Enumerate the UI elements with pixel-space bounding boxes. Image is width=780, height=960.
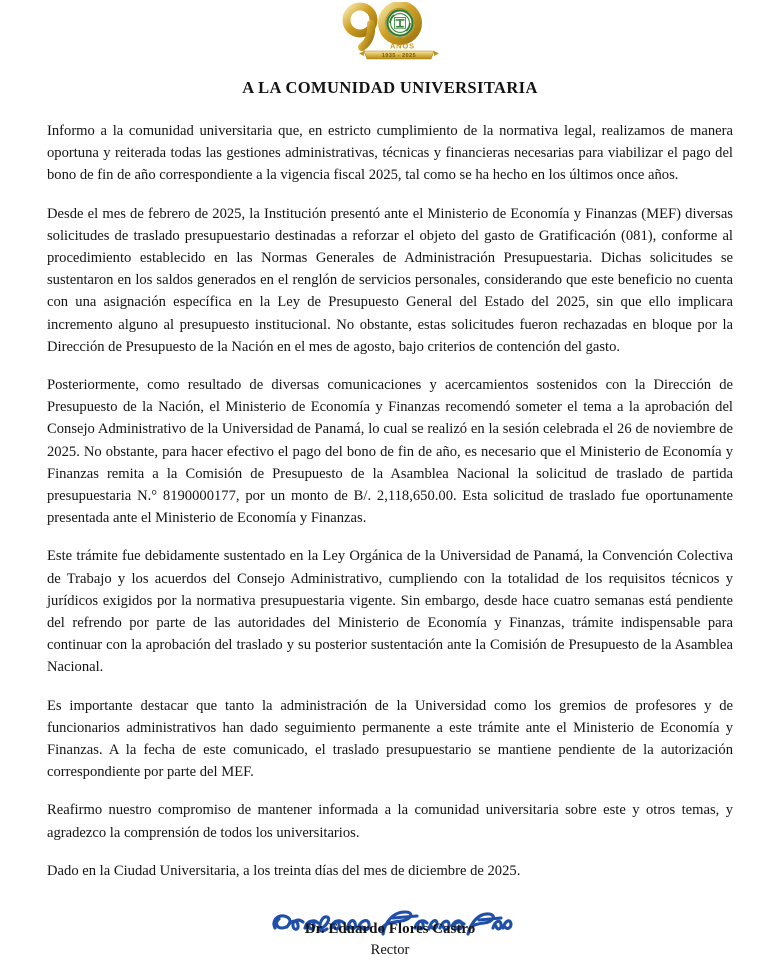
svg-text:1935 - 2025: 1935 - 2025: [381, 53, 417, 59]
signer-role: Rector: [370, 942, 410, 959]
paragraph: Posteriormente, como resultado de diversas comunicaciones y acercamientos sostenidos con la Dirección de Presupuesto de la Nación, el Ministerio de Economía y Finanzas recomendó someter el tema a la aprobación del Consejo Administrativo de la Universidad de Panamá, lo cual se realizó en la sesión celebrada el 26 de noviembre de 2025. No obstante, para hacer efectivo el pago del bono de fin de año, es necesario que el Ministerio de Economía y Finanzas remita a la Comisión de Presupuesto de la Asamblea Nacional la solicitud de traslado de partida presupuestaria N.° 8190000177, por un monto de B/. 2,118,650.00. Esta solicitud de traslado fue oportunamente presentada ante el Ministerio de Economía y Finanzas.: [47, 377, 733, 527]
paragraph: Informo a la comunidad universitaria que, en estricto cumplimiento de la normativa legal, realizamos de manera oportuna y reiterada todas las gestiones administrativas, técnicas y financieras necesarias para viabilizar el pago del bono de fin de año correspondiente a la vigencia fiscal 2025, tal como se ha hecho en los últimos once años.: [47, 123, 733, 184]
paragraph: Es importante destacar que tanto la administración de la Universidad como los gremios de profesores y de funcionarios administrativos han dado seguimiento permanente a este trámite ante el Ministerio de Economía y Finanzas. A la fecha de este comunicado, el traslado presupuestario se mantiene pendiente de la autorización correspondiente por parte del MEF.: [47, 697, 733, 781]
logo-anos-text: AÑOS: [390, 41, 415, 51]
document-body: [47, 120, 733, 882]
paragraph: Este trámite fue debidamente sustentado en la Ley Orgánica de la Universidad de Panamá, la Convención Colectiva de Trabajo y los acuerdos del Consejo Administrativo, cumpliendo con la totalidad de los requisitos técnicos y jurídicos exigidos por la normativa presupuestaria vigente. Sin embargo, desde hace cuatro semanas está pendiente del refrendo por parte de las autoridades del Ministerio de Economía y Finanzas, trámite indispensable para continuar con la aprobación del traslado y su posterior sustentación ante la Comisión de Presupuesto de la Asamblea Nacional.: [47, 548, 733, 676]
logo-year-banner: [359, 51, 439, 59]
paragraph: Dado en la Ciudad Universitaria, a los treinta días del mes de diciembre de 2025.: [47, 862, 521, 879]
page-title: A LA COMUNIDAD UNIVERSITARIA: [242, 78, 538, 97]
signer-name: Dr. Eduardo Flores Castro: [304, 921, 476, 938]
signature-block: [47, 908, 733, 960]
logo-digit-nine: [347, 7, 374, 48]
university-90-anniversary-logo: [338, 2, 442, 60]
letterhead: [47, 0, 733, 62]
paragraph: Desde el mes de febrero de 2025, la Institución presentó ante el Ministerio de Economía y Finanzas (MEF) diversas solicitudes de traslado presupuestario destinadas a reforzar el objeto del gasto de Gratificación (081), conforme al procedimiento establecido en las Normas Generales de Administración Presupuestaria. Dichas solicitudes se sustentaron en los saldos generados en el renglón de servicios personales, considerando que este beneficio no cuenta con una asignación específica en la Ley de Presupuesto General del Estado del 2025, sin que ello implicara incremento alguno al presupuesto institucional. No obstante, estas solicitudes fueron rechazadas en bloque por la Dirección de Presupuesto de la Nación en el mes de agosto, bajo criterios de contención del gasto.: [47, 205, 733, 355]
logo-digit-zero-seal: [382, 5, 419, 42]
paragraph: Reafirmo nuestro compromiso de mantener informada a la comunidad universitaria sobre este y otros temas, y agradezco la comprensión de todos los universitarios.: [47, 802, 733, 841]
